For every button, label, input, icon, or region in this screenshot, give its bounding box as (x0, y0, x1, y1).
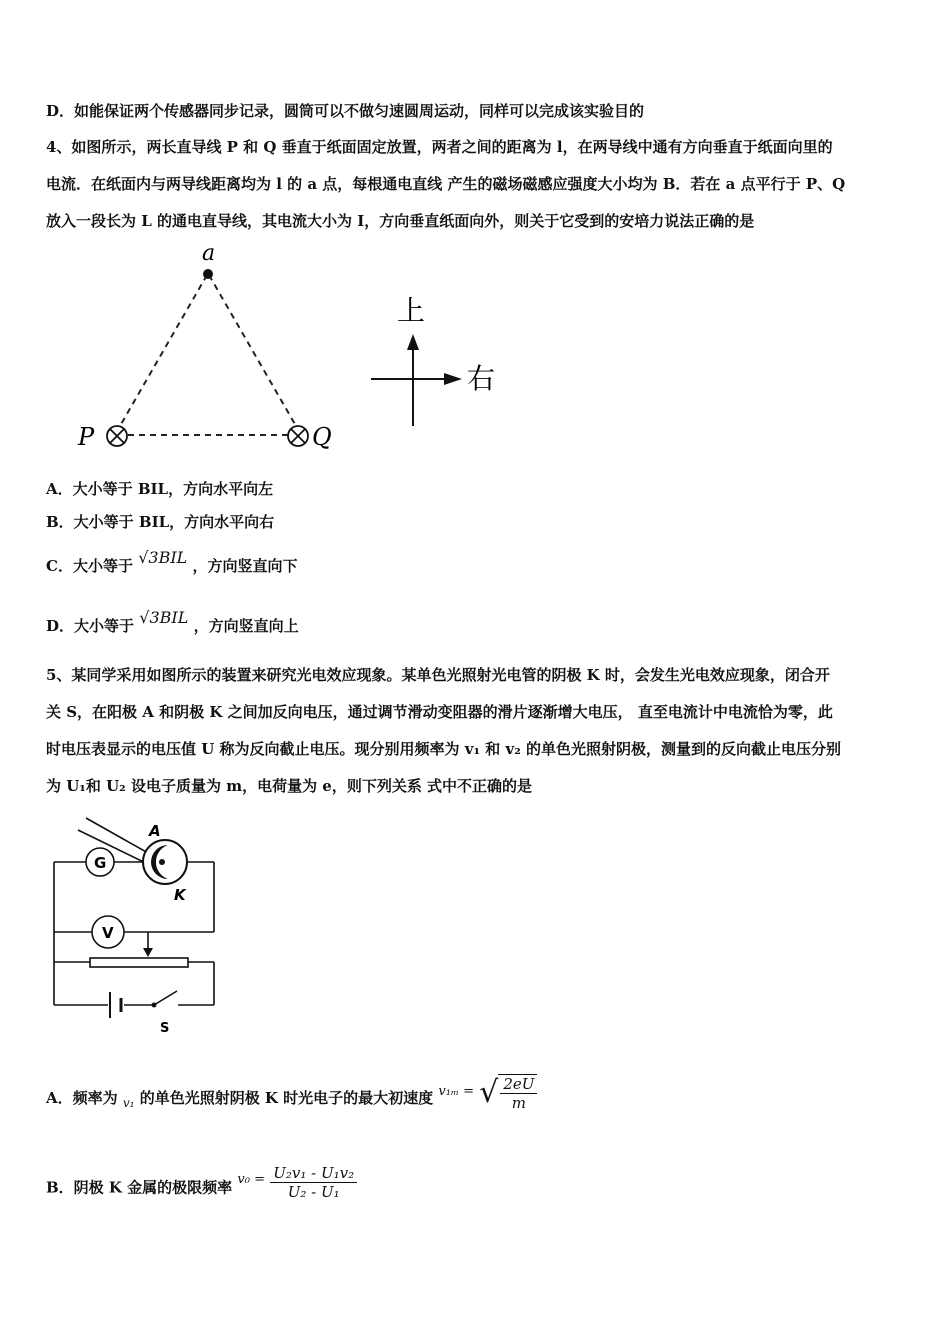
q4-option-c-prefix: C．大小等于 (46, 557, 133, 575)
q5-option-b-numerator: U₂v₁ - U₁v₂ (270, 1164, 357, 1183)
q3-option-d: D．如能保证两个传感器同步记录，圆筒可以不做匀速圆周运动，同样可以完成该实验目的 (46, 102, 645, 120)
q4-option-c-suffix: ，方向竖直向下 (192, 557, 298, 575)
q5-option-a-denominator: m (511, 1094, 526, 1112)
q5-option-a-text: 的单色光照射阴极 K 时光电子的最大初速度 (139, 1089, 434, 1107)
triangle-dashed (120, 275, 296, 435)
label-a: a (202, 241, 216, 266)
q5-option-a-sqrt (479, 1074, 537, 1112)
direction-axes (371, 334, 462, 426)
point-a-dot (203, 269, 213, 279)
q4-option-c-expression: √3BIL (138, 548, 188, 567)
label-right: 右 (467, 362, 496, 395)
q4-option-d (46, 608, 299, 636)
q5-option-b-prefix: B．阴极 K 金属的极限频率 (46, 1178, 233, 1197)
q4-option-d-suffix: ，方向竖直向上 (193, 617, 299, 635)
q4-figure (70, 238, 510, 463)
q4-option-c (46, 548, 298, 576)
q5-circuit-figure (44, 810, 224, 1040)
label-up: 上 (397, 294, 426, 327)
label-a: A (149, 822, 161, 840)
wire-p-symbol (107, 426, 127, 446)
q5-option-a-prefix: A．频率为 (46, 1089, 118, 1107)
q4-option-b: B．大小等于 BIL，方向水平向右 (46, 513, 275, 531)
q4-stem-line-2: 电流．在纸面内与两导线距离均为 l 的 a 点，每根通电直线 产生的磁场磁感应强度大小均为 B．若在 a 点平行于 P、Q (46, 175, 846, 193)
q5-option-b (46, 1164, 357, 1207)
label-s: S (160, 1021, 170, 1036)
rheostat-symbol (90, 958, 188, 967)
anode-a (159, 859, 165, 865)
q5-option-b-fraction (270, 1164, 357, 1201)
label-v: V (102, 924, 114, 942)
label-p: P (78, 423, 95, 451)
label-g: G (94, 854, 107, 872)
label-q: Q (312, 423, 332, 451)
switch-blade (154, 991, 177, 1005)
q5-stem-line-2: 关 S，在阳极 A 和阴极 K 之间加反向电压，通过调节滑动变阻器的滑片逐渐增大电压， 直至电流计中电流恰为零，此 (46, 703, 833, 721)
slider-arrowhead (143, 948, 153, 957)
q5-option-a-lhs: v₁ₘ = (438, 1084, 474, 1099)
q4-option-a: A．大小等于 BIL，方向水平向左 (46, 480, 274, 498)
label-k: K (174, 886, 186, 904)
q4-option-d-prefix: D．大小等于 (46, 617, 135, 635)
q5-option-a-numerator: 2eU (500, 1075, 537, 1094)
q5-option-a-variable: v₁ (122, 1096, 135, 1110)
q5-stem-line-1: 5、某同学采用如图所示的装置来研究光电效应现象。某单色光照射光电管的阴极 K 时，会发生光电效应现象，闭合开 (46, 666, 830, 684)
wire-q-symbol (288, 426, 308, 446)
sqrt-sign-icon: √ (479, 1075, 499, 1110)
q5-option-b-denominator: U₂ - U₁ (287, 1183, 340, 1201)
q4-stem-line-3: 放入一段长为 L 的通电直导线，其电流大小为 I，方向垂直纸面向外，则关于它受到的安培力说法正确的是 (46, 212, 755, 230)
q5-option-a (46, 1075, 537, 1118)
q4-option-d-expression: √3BIL (139, 608, 189, 627)
q5-stem-line-4: 为 U₁和 U₂ 设电子质量为 m，电荷量为 e，则下列关系 式中不正确的是 (46, 777, 533, 795)
q5-option-b-lhs: v₀ = (237, 1171, 265, 1187)
q4-stem-line-1: 4、如图所示，两长直导线 P 和 Q 垂直于纸面固定放置，两者之间的距离为 l，在两导线中通有方向垂直于纸面向里的 (46, 138, 833, 156)
q5-stem-line-3: 时电压表显示的电压值 U 称为反向截止电压。现分别用频率为 v₁ 和 v₂ 的单色光照射阴极，测量到的反向截止电压分别 (46, 740, 841, 758)
